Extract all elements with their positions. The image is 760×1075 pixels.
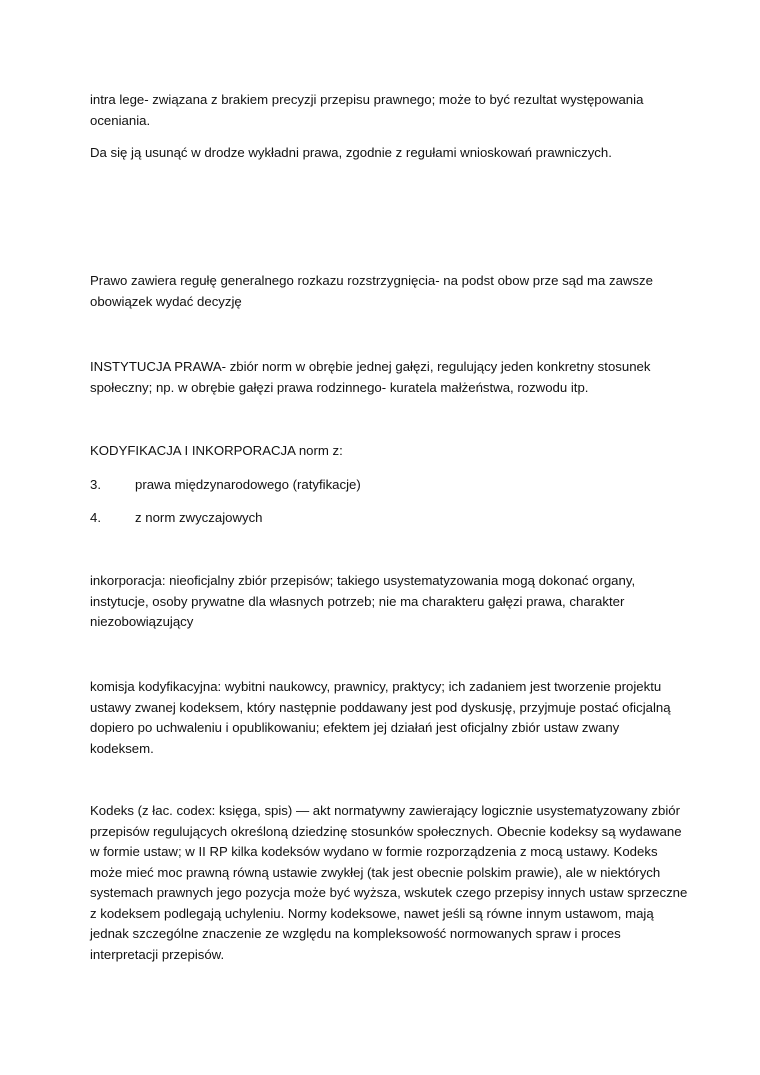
- text-line: przepisów regulujących określoną dziedzinę stosunków społecznych. Obecnie kodeksy są wydawane: [90, 823, 682, 839]
- text-line: ustawy zwanej kodeksem, który następnie poddawany jest pod dyskusję, przyjmuje postać oficjalną: [90, 699, 671, 715]
- text-line: kodeksem.: [90, 740, 154, 756]
- text-line: z kodeksem podlegają uchyleniu. Normy kodeksowe, nawet jeśli są równe innym ustawom, mają: [90, 905, 654, 921]
- text-line: może mieć moc prawną równą ustawie zwykłej (tak jest obecnie polskim prawie), ale w niektórych: [90, 864, 661, 880]
- text-line: społeczny; np. w obrębie gałęzi prawa rodzinnego- kuratela małżeństwa, rozwodu itp.: [90, 379, 589, 395]
- text-line: inkorporacja: nieoficjalny zbiór przepisów; takiego usystematyzowania mogą dokonać organy,: [90, 573, 636, 588]
- paragraph-inkorporacja: [90, 571, 670, 633]
- list-item: [90, 508, 670, 529]
- paragraph-kodeks-definicja: [90, 801, 688, 965]
- text-line: interpretacji przepisów.: [90, 946, 225, 962]
- text-line: oceniania.: [90, 112, 151, 128]
- paragraph-komisja-kodyfikacyjna: [90, 677, 670, 759]
- text-line: niezobowiązujący: [90, 614, 194, 629]
- paragraph-instytucja-prawa: [90, 357, 670, 398]
- text-line: komisja kodyfikacyjna: wybitni naukowcy, prawnicy, praktycy; ich zadaniem jest tworzenie projektu: [90, 679, 662, 694]
- list-text: prawa międzynarodowego (ratyfikacje): [135, 477, 361, 492]
- paragraph-intra-lege: [90, 90, 670, 131]
- list-number: 3.: [90, 477, 101, 492]
- paragraph-regula-generalnego-rozkazu: [90, 271, 670, 312]
- text-line: Prawo zawiera regułę generalnego rozkazu rozstrzygnięcia- na podst obow prze sąd ma zawsze: [90, 273, 653, 288]
- text-line: dopiero po uchwaleniu i opublikowaniu; efektem jej działań jest oficjalny zbiór ustaw zwany: [90, 720, 620, 735]
- paragraph-kodyfikacja-heading: [90, 441, 670, 462]
- text-line: intra lege- związana z brakiem precyzji przepisu prawnego; może to być rezultat występowania: [90, 92, 644, 107]
- text-line: KODYFIKACJA I INKORPORACJA norm z:: [90, 443, 343, 458]
- text-line: systemach prawnych jego pozycja może być wyższa, wskutek czego przepisy innych ustaw sprzeczne: [90, 885, 688, 900]
- text-line: w formie ustaw; w II RP kilka kodeksów wydano w formie rozporządzenia z mocą ustawy. Kodeks: [90, 844, 658, 859]
- text-line: obowiązek wydać decyzję: [90, 293, 242, 309]
- text-line: Kodeks (z łac. codex: księga, spis) — akt normatywny zawierający logicznie usystematyzowany zbiór: [90, 803, 681, 818]
- paragraph-wykladnia: [90, 143, 670, 164]
- text-line: Da się ją usunąć w drodze wykładni prawa, zgodnie z regułami wnioskowań prawniczych.: [90, 145, 612, 160]
- text-line: instytucje, osoby prywatne dla własnych potrzeb; nie ma charakteru gałęzi prawa, charakter: [90, 593, 625, 609]
- list-number: 4.: [90, 510, 101, 525]
- list-item: [90, 475, 670, 496]
- list-text: z norm zwyczajowych: [135, 510, 263, 525]
- text-line: jednak szczególne znaczenie ze względu na kompleksowość normowanych spraw i proces: [90, 926, 621, 941]
- text-line: INSTYTUCJA PRAWA- zbiór norm w obrębie jednej gałęzi, regulujący jeden konkretny stosunek: [90, 359, 651, 374]
